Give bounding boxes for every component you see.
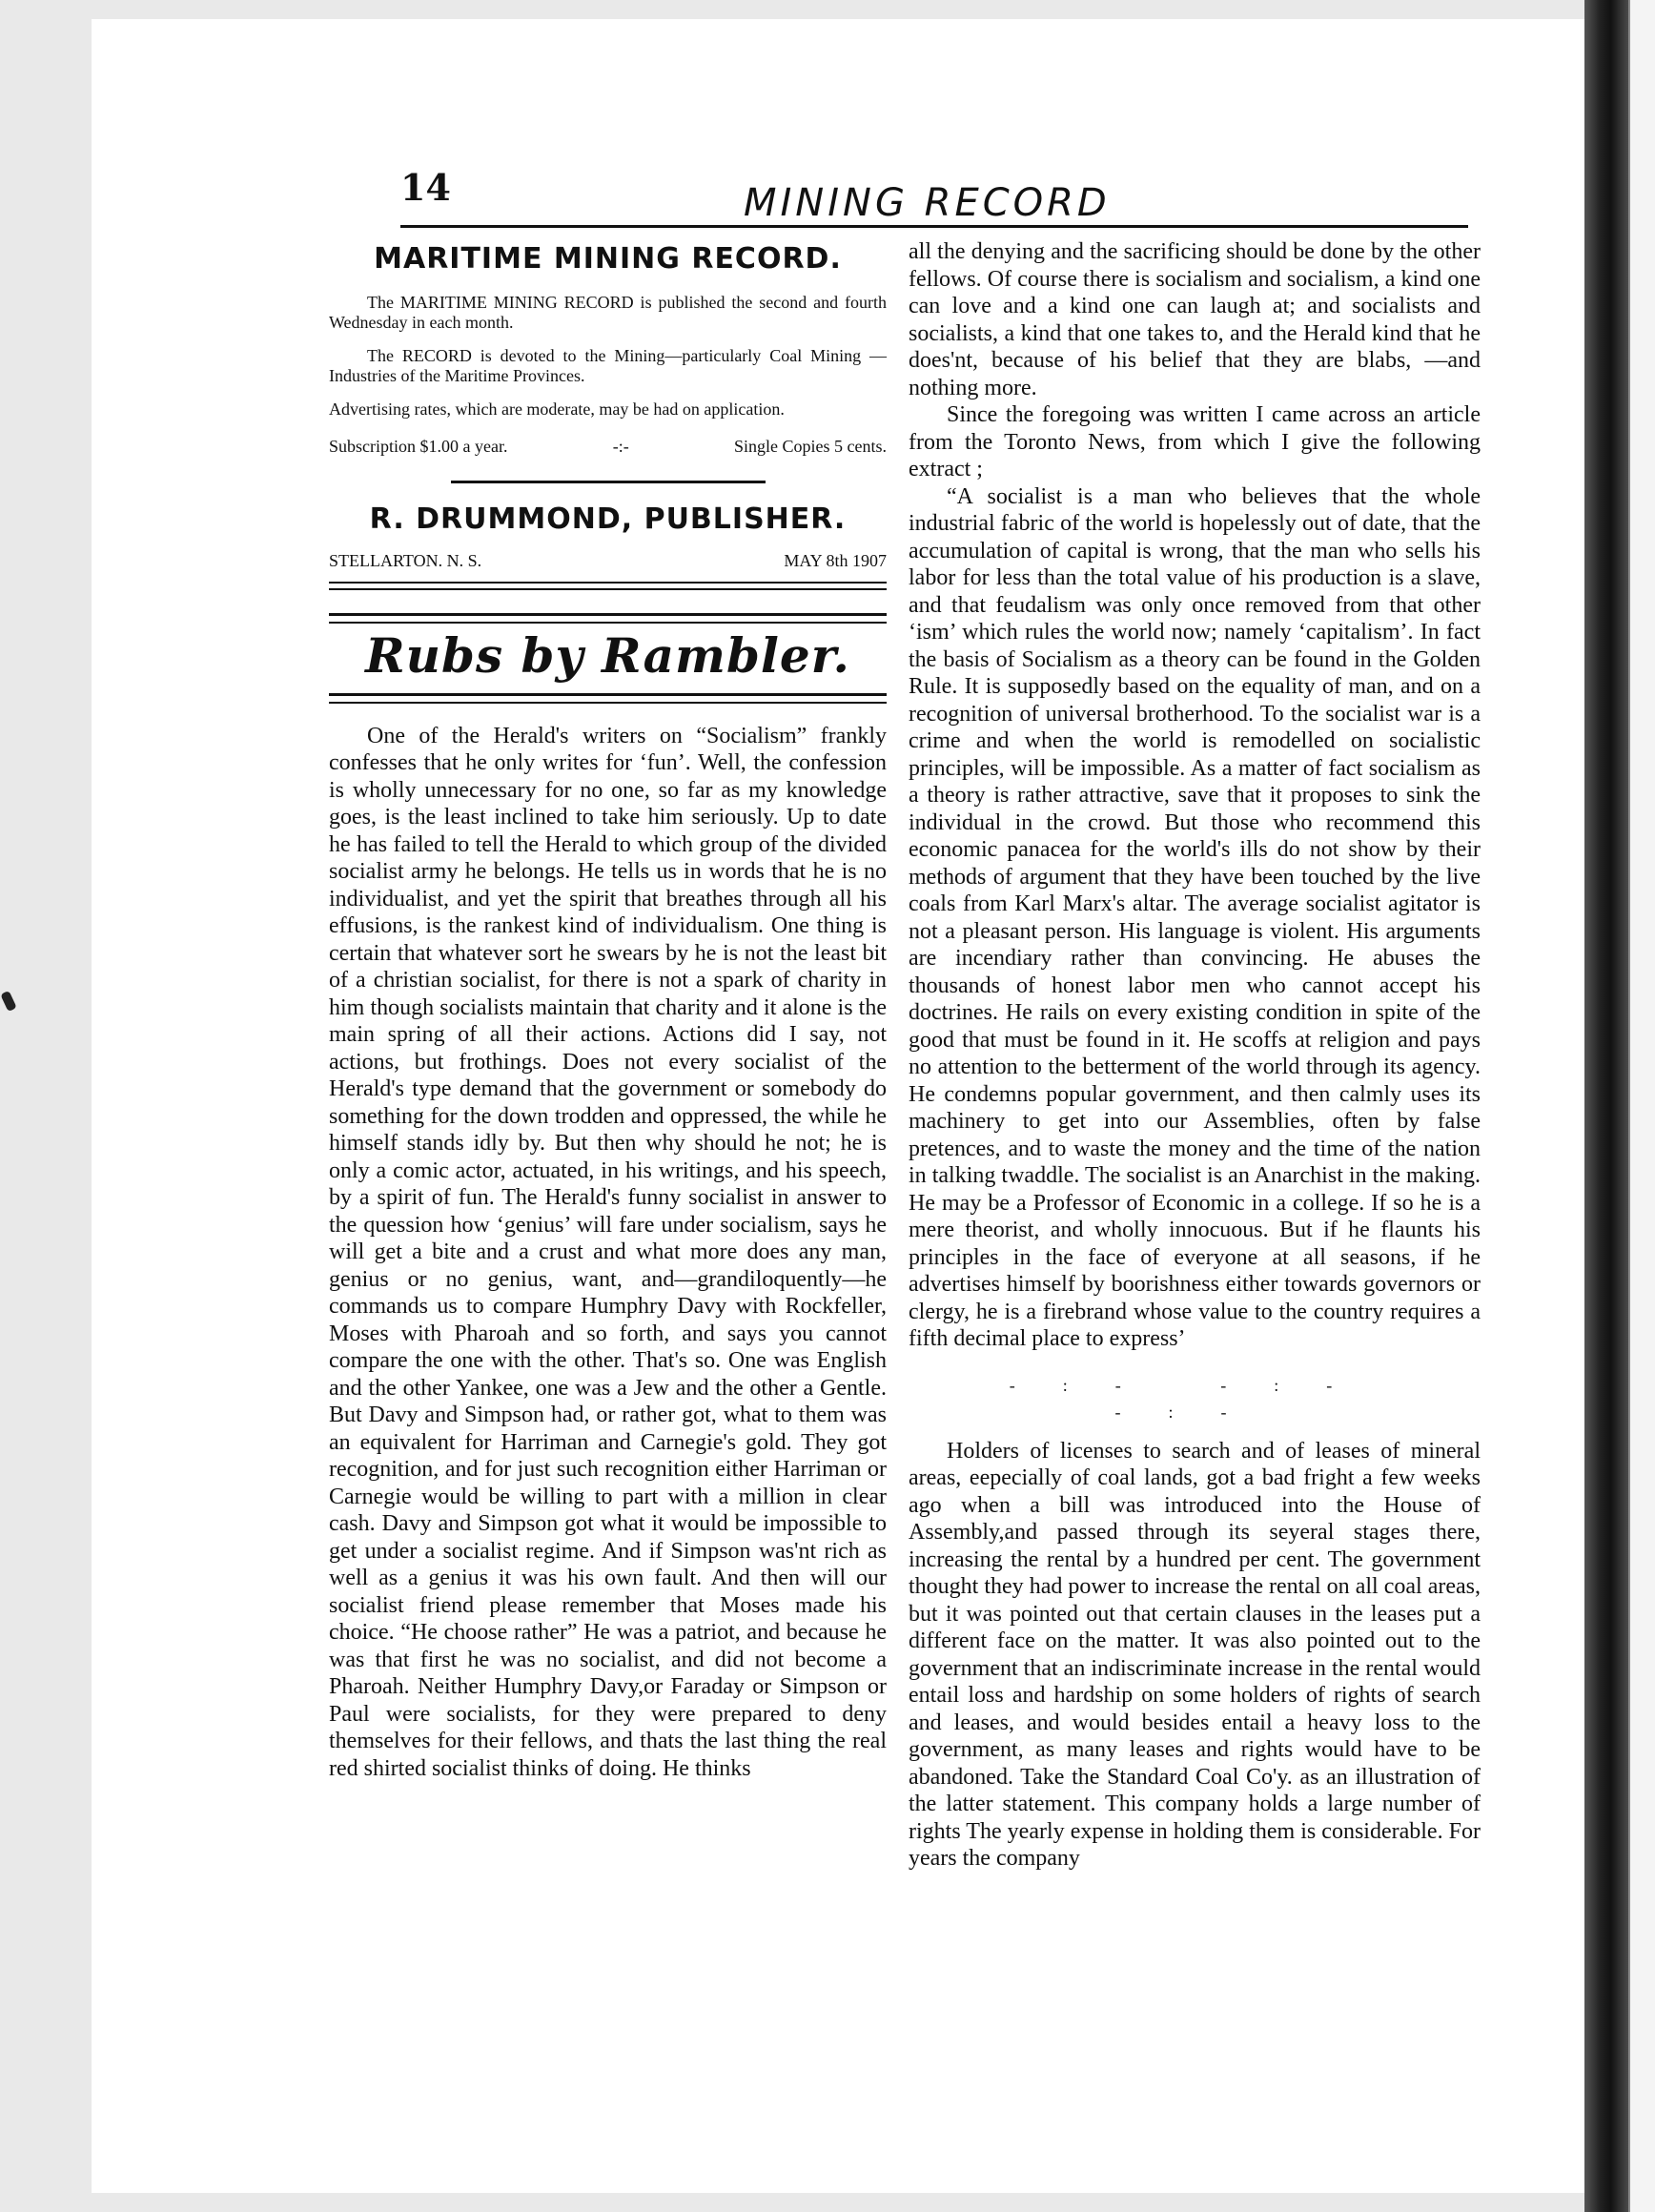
- left-column: [329, 238, 887, 1782]
- article-body-left: One of the Herald's writers on “Socialism” frankly confesses that he only writes for ‘fun’. Well, the confession is wholly unnecessary for no one, so far as my knowledge goes, is the least inclined to take him seriously. Up to date he has failed to tell the Herald to which group of the divided socialist army he belongs. He tells us in words that he is no individualist, and yet the spirit that breathes through all his effusions, is the rankest kind of individualism. One thing is certain that whatever sort he swears by he is not the least bit of a christian socialist, for there is not a spark of charity in him though socialists maintain that charity and it alone is the main spring of all their actions. Actions did I say, not actions, but frothings. Does not every socialist of the Herald's type demand that the government or somebody do something for the down trodden and oppressed, the while he himself stands idly by. But then why should he not; he is only a comic actor, actuated, in his writings, and his speech, by a spirit of fun. The Herald's funny socialist in answer to the quession how ‘genius’ will fare under socialism, says he will get a bite and a crust and what more does any man, genius or no genius, want, and—grandiloquently—he commands us to compare Humphry Davy with Rockfeller, Moses with Pharoah and so forth, and says you cannot compare the one with the other. That's so. One was English and the other Yankee, one was a Jew and the other a Gentle. But Davy and Simpson had, or rather got, what to them was an equivalent for Harriman and Carnegie's gold. They got recognition, and for just such recognition either Harriman or Carnegie would be willing to part with a million in clear cash. Davy and Simpson got what it would be impossible to get under a socialist regime. And if Simpson was'nt rich as well as a genius it was his own fault. And then will our socialist friend please remember that Moses made his choice. “He choose rather” He was a patriot, and because he was that first he was no socialist, and did not become a Pharoah. Neither Humphry Davy,or Faraday or Simpson or Paul were socialists, for they were prepared to deny themselves for their fellows, and thats the last thing the real red shirted socialist thinks of doing. He thinks: [329, 723, 887, 1781]
- place-date-row: [329, 547, 887, 575]
- heavy-rule: [329, 613, 887, 624]
- right-column: [909, 238, 1481, 1873]
- subscription-row: [329, 433, 887, 461]
- book-spine: [1584, 0, 1628, 2212]
- page-edge: [1628, 0, 1655, 2212]
- article-body-right-1: all the denying and the sacrificing should be done by the other fellows. Of course there is socialism and socialism, a kind one can love and a kind one can laugh at; and socialists and socialists, a kind that one takes to, and the Herald kind that he does'nt, because of his belief that they are blabs, —and nothing more.: [909, 239, 1481, 400]
- double-rule: [329, 582, 887, 590]
- masthead-info-3: Advertising rates, which are moderate, may be had on application.: [329, 399, 785, 419]
- running-head: MINING RECORD: [744, 181, 1111, 225]
- section-separator: -:- -:- -:-: [1009, 1375, 1380, 1422]
- masthead-info-1: The MARITIME MINING RECORD is published the second and fourth Wednesday in each month.: [329, 292, 887, 332]
- single-copy-price: Single Copies 5 cents.: [733, 436, 887, 456]
- publisher-line: R. DRUMMOND, PUBLISHER.: [369, 502, 847, 536]
- subscription-price: Subscription $1.00 a year.: [329, 436, 508, 456]
- page-header: [400, 162, 1468, 238]
- article-body-right-2: Since the foregoing was written I came across an article from the Toronto News, from which I give the following extract ;: [909, 402, 1481, 481]
- header-rule: [400, 225, 1468, 228]
- page-number: 14: [400, 166, 451, 209]
- place: STELLARTON. N. S.: [329, 550, 482, 570]
- scan-speck: [0, 991, 17, 1012]
- title-rule: [329, 693, 887, 704]
- article-quote: “A socialist is a man who believes that the whole industrial fabric of the world is hopelessly out of date, that the accumulation of capital is wrong, that the man who sells his labor for less than the total value of his production is a slave, and that feudalism was only once removed from that other ‘ism’ which rules the world now; namely ‘capitalism’. In fact the basis of Socialism as a theory can be found in the Golden Rule. It is supposedly based on the equality of man, and on a recognition of universal brotherhood. To the socialist war is a crime and when the world is remodelled on socialistic principles, will be impossible. As a matter of fact socialism as a theory is rather attractive, save that it proposes to sink the individual in the crowd. But those who recommend this economic panacea for the world's ills do not show by their methods of argument that they have been touched by the live coals from Karl Marx's altar. The average socialist agitator is not a pleasant person. His language is violent. His arguments are incendiary rather than convincing. He abuses the thousands of honest labor men who cannot accept his doctrines. He rails on every existing condition in spite of the good that must be found in it. He scoffs at religion and pays no attention to the betterment of the world through its agency. He condemns popular government, and then calmly uses its machinery to get into our Assemblies, often by false pretences, and to waste the money and the time of the nation in talking twaddle. The socialist is an Anarchist in the making. He may be a Professor of Economic in a college. If so he is a mere theorist, and wholly innocuous. But if he flaunts his principles in the face of everyone at all seasons, if he advertises himself by boorishness either towards governors or clergy, he is a firebrand whose value to the country requires a fifth decimal place to express’: [909, 483, 1481, 1351]
- divider-mark: -:-: [612, 436, 629, 456]
- masthead-title: MARITIME MINING RECORD.: [374, 242, 842, 276]
- article-body-right-4: Holders of licenses to search and of leases of mineral areas, eepecially of coal lands, got a bad fright a few weeks ago when a bill was introduced into the House of Assembly,and passed through its seyeral stages there, increasing the rental by a hundred per cent. The government thought they had power to increase the rental on all coal areas, but it was pointed out that certain clauses in the leases put a different face on the matter. It was also pointed out to the government that an indiscriminate increase in the rental would entail loss and hardship on some holders of rights of search and leases, and would besides entail a heavy loss to the government, as many leases and rights would have to be abandoned. Take the Standard Coal Co'y. as an illustration of the latter statement. This company holds a large number of rights The yearly expense in holding them is considerable. For years the company: [909, 1438, 1481, 1871]
- issue-date: MAY 8th 1907: [784, 550, 887, 570]
- article-title: Rubs by Rambler.: [365, 627, 850, 684]
- masthead-info-2: The RECORD is devoted to the Mining—particularly Coal Mining —Industries of the Maritime Provinces.: [329, 345, 887, 385]
- masthead-rule: [451, 481, 766, 483]
